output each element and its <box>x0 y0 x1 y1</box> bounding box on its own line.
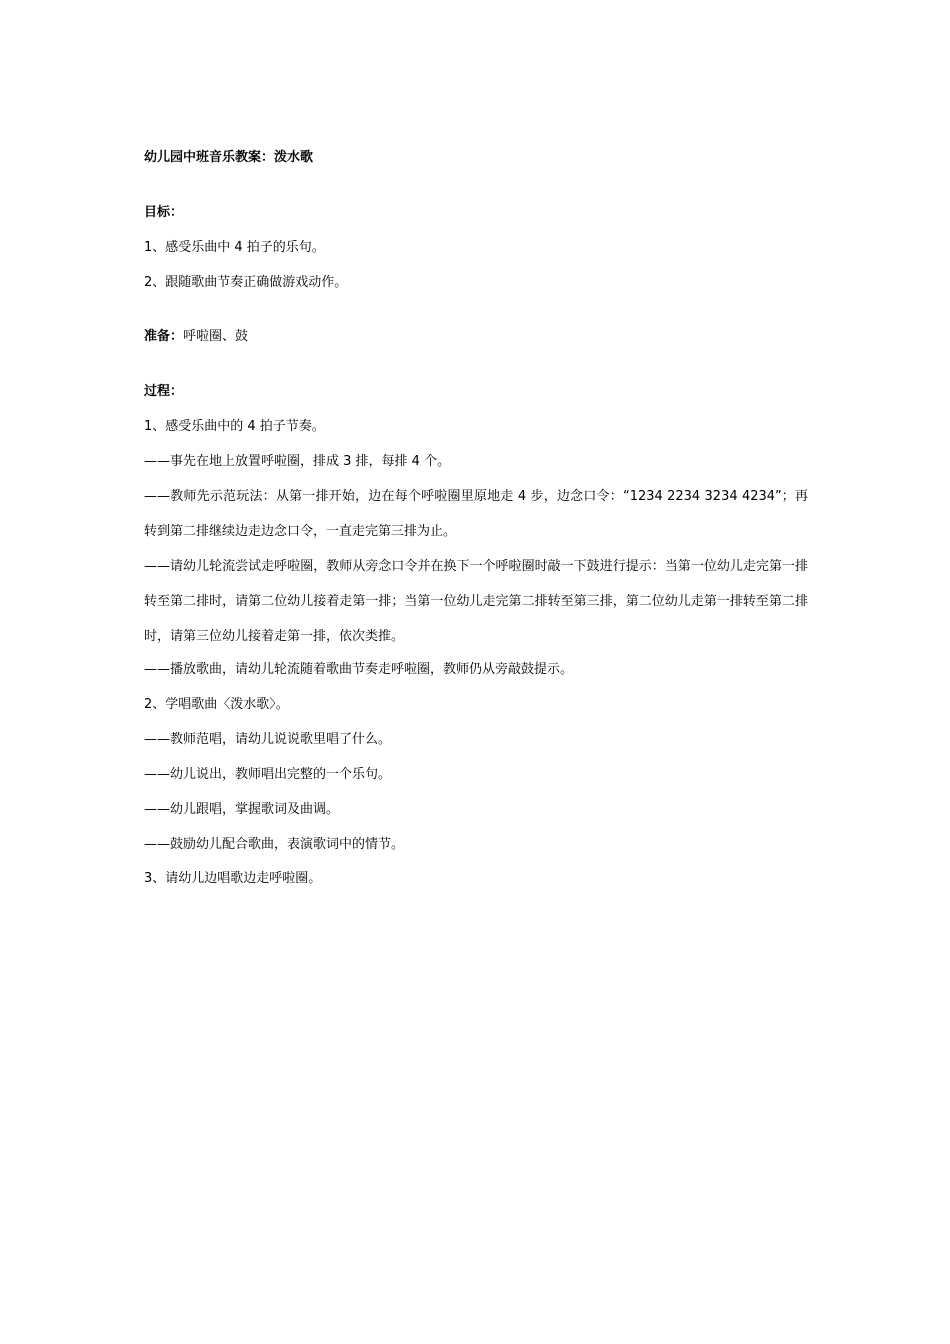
process-substep: ——播放歌曲，请幼儿轮流随着歌曲节奏走呼啦圈，教师仍从旁敲鼓提示。 <box>144 662 574 677</box>
process-substep: ——请幼儿轮流尝试走呼啦圈，教师从旁念口令并在换下一个呼啦圈时敲一下鼓进行提示：当第一位幼儿走完第一排转至第二排时，请第二位幼儿接着走第一排；当第一位幼儿走完第二排转至第三排，第二位幼儿走第一排转至第二排时，请第三位幼儿接着走第一排，依次类推。 <box>144 559 808 644</box>
process-substep: ——幼儿说出，教师唱出完整的一个乐句。 <box>144 767 392 782</box>
process-substep: ——教师先示范玩法：从第一排开始，边在每个呼啦圈里原地走 4 步，边念口令：“1234 2234 3234 4234”；再转到第二排继续边走边念口令，一直走完第三排为止。 <box>144 489 808 539</box>
preparation-line <box>144 327 248 347</box>
process-heading: 过程： <box>144 384 184 399</box>
process-substep: ——幼儿跟唱，掌握歌词及曲调。 <box>144 802 340 817</box>
goal-item-2: 2、跟随歌曲节奏正确做游戏动作。 <box>144 275 348 290</box>
process-step-1: 1、感受乐曲中的 4 拍子节奏。 <box>144 419 325 434</box>
document-title: 幼儿园中班音乐教案：泼水歌 <box>144 150 314 165</box>
preparation-heading: 准备： <box>144 329 184 344</box>
process-step-3: 3、请幼儿边唱歌边走呼啦圈。 <box>144 871 322 886</box>
process-substep: ——鼓励幼儿配合歌曲，表演歌词中的情节。 <box>144 837 405 852</box>
goal-item-1: 1、感受乐曲中 4 拍子的乐句。 <box>144 240 325 255</box>
process-substep: ——教师范唱，请幼儿说说歌里唱了什么。 <box>144 732 392 747</box>
goals-heading: 目标： <box>144 205 184 220</box>
process-substep: ——事先在地上放置呼啦圈，排成 3 排，每排 4 个。 <box>144 454 451 469</box>
preparation-value: 呼啦圈、鼓 <box>183 329 249 344</box>
process-step-2: 2、学唱歌曲〈泼水歌〉。 <box>144 697 289 712</box>
